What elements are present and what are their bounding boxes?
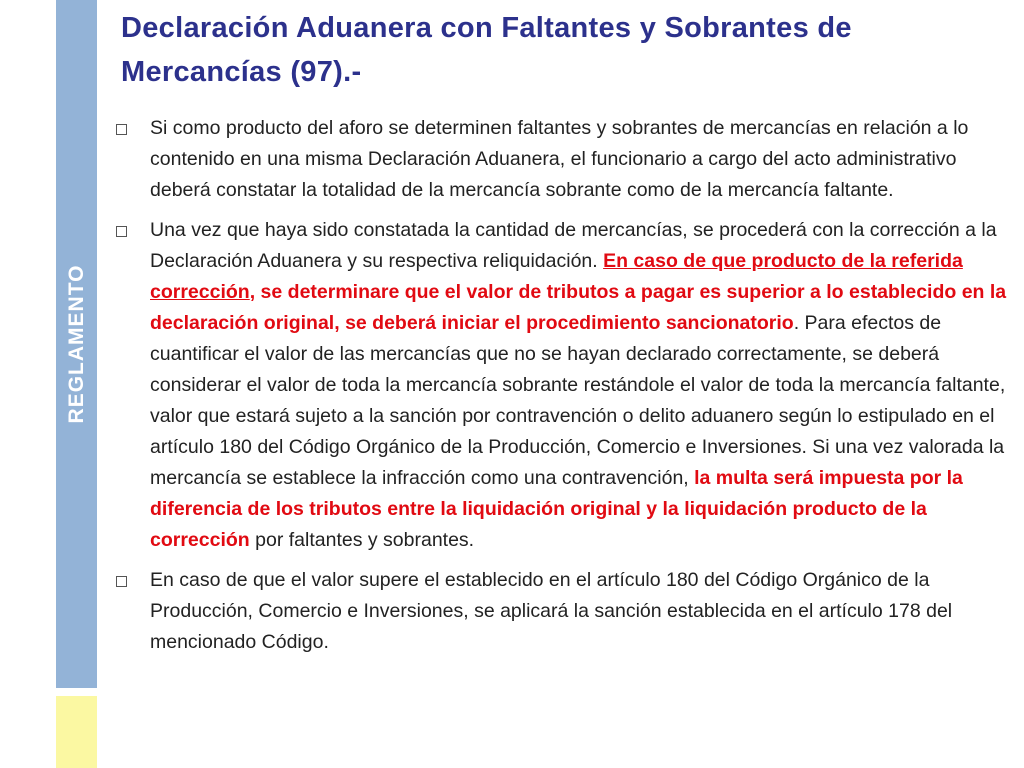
text-run: por faltantes y sobrantes. [249, 529, 475, 551]
bullet-text [150, 569, 952, 653]
highlighted-text: , se determinare que el valor de tributos a pagar es superior a lo establecido en la declaración original [150, 281, 1007, 334]
slide-title: Declaración Aduanera con Faltantes y Sobrantes de Mercancías (97).- [121, 12, 852, 88]
highlighted-text-underlined: En caso de que producto de la referida corrección [150, 250, 963, 303]
square-bullet-icon [116, 124, 127, 135]
highlighted-text: , se deberá iniciar el procedimiento sancionatorio [334, 312, 794, 334]
bullet-text [150, 117, 968, 201]
bullet-item [116, 113, 1012, 206]
highlighted-text: la multa será impuesta por la diferencia de los tributos entre la liquidación original y la liquidación producto de la corrección [150, 467, 963, 551]
text-run: . Para efectos de cuantificar el valor de las mercancías que no se hayan declarado correctamente, se deberá considerar el valor de toda la mercancía sobrante restándole el valor de toda la mercancía faltante, valor que estará sujeto a la sanción por contravención o delito aduanero según lo estipulado en el artículo 180 del Código Orgánico de la Producción, Comercio e Inversiones. Si una vez valorada la mercancía se establece la infracción como una contravención, [150, 312, 1006, 489]
square-bullet-icon [116, 226, 127, 237]
bullet-text [150, 219, 1006, 551]
bullet-list [116, 113, 1012, 667]
text-run: Una vez que haya sido constatada la cantidad de mercancías, se procederá con la corrección a la Declaración Aduanera y su respectiva reliquidación. [150, 219, 997, 272]
text-run: En caso de que el valor supere el establecido en el artículo 180 del Código Orgánico de la Producción, Comercio e Inversiones, se aplicará la sanción establecida en el artículo 178 del mencionado Código. [150, 569, 953, 653]
bullet-item [116, 565, 1012, 658]
text-run: Si como producto del aforo se determinen faltantes y sobrantes de mercancías en relación a lo contenido en una misma Declaración Aduanera, el funcionario a cargo del acto administrativo deberá constatar la totalidad de la mercancía sobrante como de la mercancía faltante. [150, 117, 969, 201]
sidebar-accent-block [56, 696, 97, 768]
square-bullet-icon [116, 576, 127, 587]
bullet-item [116, 215, 1012, 556]
sidebar-label: REGLAMENTO [65, 264, 88, 424]
